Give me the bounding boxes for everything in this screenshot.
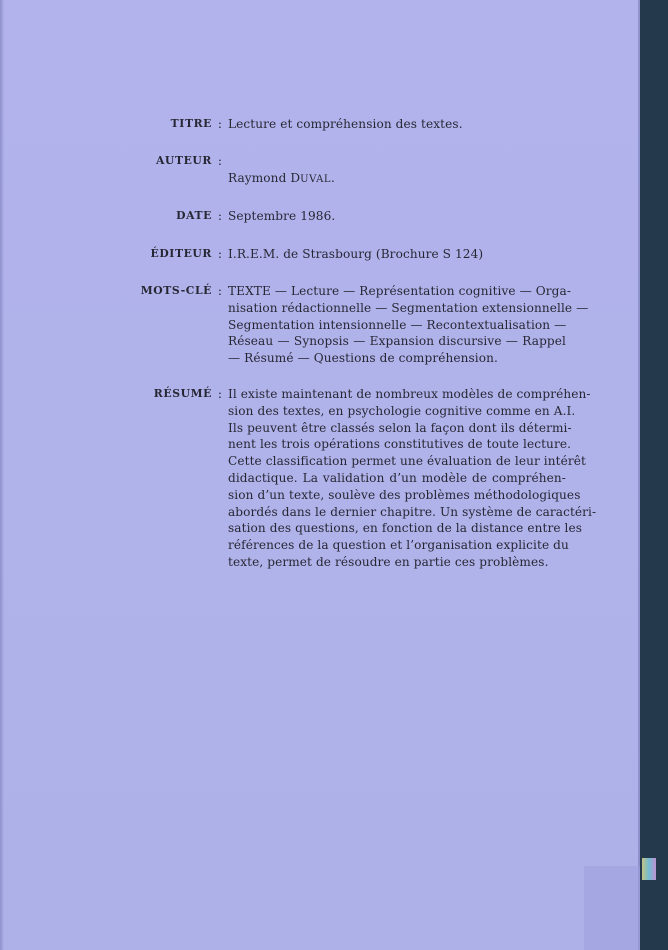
abstract-line-4: nent les trois opérations constitutives de toute lecture. xyxy=(228,437,572,452)
abstract-line-7: sion d’un texte, soulève des problèmes méthodologiques xyxy=(228,487,581,502)
keywords-row xyxy=(130,283,589,367)
author-name-small-caps: UVAL xyxy=(300,173,331,185)
title-value: Lecture et compréhension des textes. xyxy=(228,117,463,131)
abstract-line-9: sation des questions, en fonction de la distance entre les xyxy=(228,521,583,536)
keywords-value xyxy=(228,283,589,367)
scan-color-fringe xyxy=(642,858,656,880)
keywords-line-5: — Résumé — Questions de compréhension. xyxy=(228,351,498,366)
page-corner-shadow xyxy=(584,866,640,950)
publisher-colon: : xyxy=(217,247,223,262)
abstract-colon: : xyxy=(217,386,223,401)
abstract-line-10: références de la question et l’organisation explicite du xyxy=(228,538,569,553)
abstract-line-2: sion des textes, en psychologie cognitive comme en A.I. xyxy=(228,403,576,418)
title-colon: : xyxy=(217,117,223,131)
title-row xyxy=(130,116,570,133)
author-label: AUTEUR xyxy=(155,153,212,167)
abstract-line-11: texte, permet de résoudre en partie ces problèmes. xyxy=(228,554,549,569)
abstract-label: RÉSUMÉ xyxy=(153,386,212,400)
abstract-line-8: abordés dans le dernier chapitre. Un système de caractéri- xyxy=(228,504,597,519)
keywords-label: MOTS-CLÉ xyxy=(140,283,212,297)
author-value xyxy=(228,153,566,189)
page-left-edge xyxy=(0,0,4,950)
keywords-line-2: nisation rédactionnelle — Segmentation extensionnelle — xyxy=(228,300,589,315)
title-label: TITRE xyxy=(170,117,212,130)
keywords-colon: : xyxy=(217,283,223,298)
keywords-line-3: Segmentation intensionnelle — Recontextualisation — xyxy=(228,317,567,332)
publisher-label: ÉDITEUR xyxy=(150,247,212,261)
date-label: DATE xyxy=(176,209,212,223)
keywords-line-1: TEXTE — Lecture — Représentation cognitive — Orga- xyxy=(228,283,572,298)
author-row xyxy=(130,153,570,189)
author-colon: : xyxy=(217,153,223,168)
publisher-value: I.R.E.M. de Strasbourg (Brochure S 124) xyxy=(228,247,484,262)
keywords-line-4: Réseau — Synopsis — Expansion discursive — Rappel xyxy=(228,334,566,349)
abstract-row xyxy=(130,386,597,571)
abstract-line-1: Il existe maintenant de nombreux modèles de compréhen- xyxy=(228,386,591,401)
author-name-main: Raymond D xyxy=(228,170,301,185)
abstract-line-5: Cette classification permet une évaluation de leur intérêt xyxy=(228,454,586,469)
abstract-value xyxy=(228,386,597,571)
publisher-row xyxy=(130,246,570,263)
date-row xyxy=(130,208,570,225)
abstract-line-6: didactique. La validation d’un modèle de compréhen- xyxy=(228,470,566,485)
date-colon: : xyxy=(217,209,223,224)
author-name-end: . xyxy=(331,170,335,185)
date-value: Septembre 1986. xyxy=(228,209,336,224)
abstract-line-3: Ils peuvent être classés selon la façon dont ils détermi- xyxy=(228,420,572,435)
document-metadata xyxy=(130,116,597,571)
